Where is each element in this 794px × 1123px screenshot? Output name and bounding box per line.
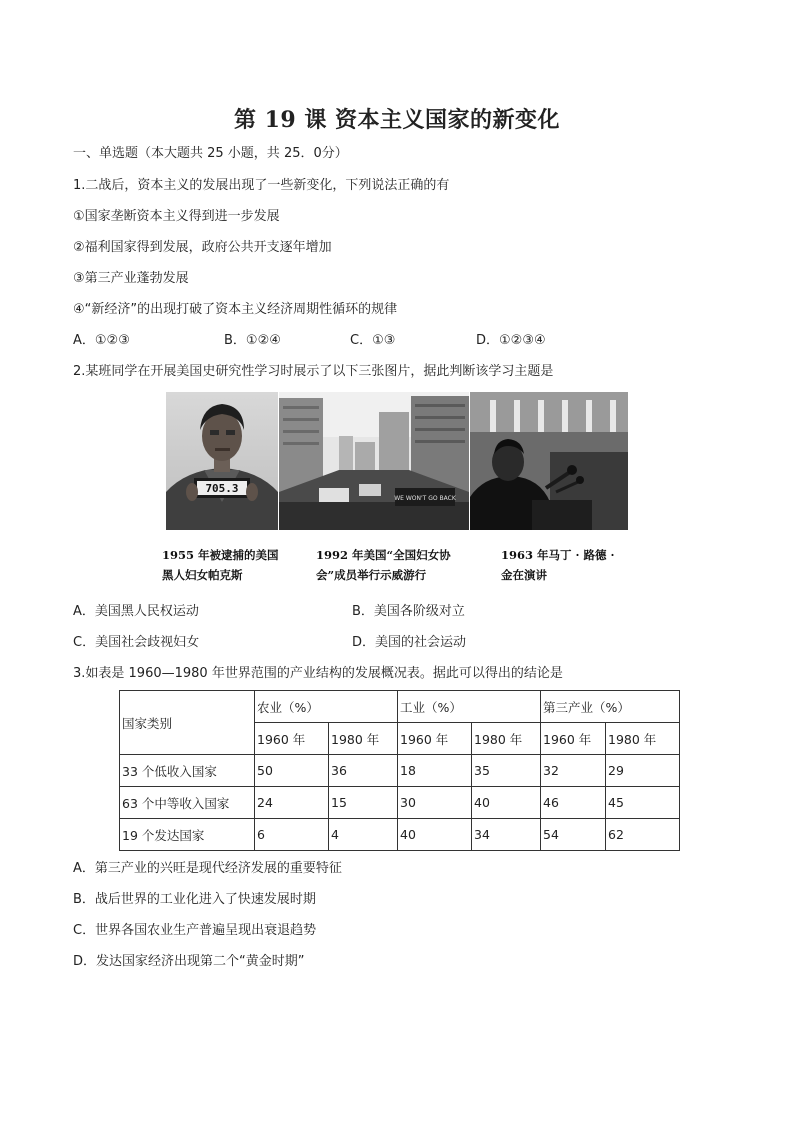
table-cell: 45 bbox=[606, 787, 680, 819]
table-year-cell: 1980 年 bbox=[329, 723, 398, 755]
table-year-cell: 1960 年 bbox=[398, 723, 472, 755]
industry-structure-table bbox=[119, 690, 680, 851]
table-header-row bbox=[120, 691, 680, 723]
table-group-industry: 工业（%） bbox=[398, 691, 541, 723]
table-row bbox=[120, 819, 680, 851]
section-heading: 一、单选题（本大题共 25 小题，共 25．0分） bbox=[73, 146, 348, 161]
q2-photo-strip bbox=[166, 392, 628, 530]
table-row-label: 63 个中等收入国家 bbox=[120, 787, 255, 819]
table-cell: 18 bbox=[398, 755, 472, 787]
table-cell: 40 bbox=[398, 819, 472, 851]
table-cell: 15 bbox=[329, 787, 398, 819]
page-title: 第 19 课 资本主义国家的新变化 bbox=[233, 107, 561, 133]
photo-parks-mugshot bbox=[166, 392, 278, 530]
q3-option-b[interactable]: B．战后世界的工业化进入了快速发展时期 bbox=[73, 892, 316, 907]
table-cell: 4 bbox=[329, 819, 398, 851]
table-cell: 29 bbox=[606, 755, 680, 787]
table-year-cell: 1980 年 bbox=[472, 723, 541, 755]
table-cell: 62 bbox=[606, 819, 680, 851]
table-group-tertiary: 第三产业（%） bbox=[541, 691, 680, 723]
table-cell: 50 bbox=[255, 755, 329, 787]
q2-caption-3: 1963 年马丁 · 路德 · 金在演讲 bbox=[501, 548, 615, 582]
q2-option-d[interactable]: D．美国的社会运动 bbox=[352, 635, 467, 650]
q2-option-c[interactable]: C．美国社会歧视妇女 bbox=[73, 635, 200, 650]
q1-item-2: ②福利国家得到发展，政府公共开支逐年增加 bbox=[73, 240, 332, 255]
table-row bbox=[120, 787, 680, 819]
q1-option-c[interactable]: C．①③ bbox=[350, 333, 396, 348]
q1-item-1: ①国家垄断资本主义得到进一步发展 bbox=[73, 209, 280, 224]
table-row-label: 33 个低收入国家 bbox=[120, 755, 255, 787]
table-cell: 24 bbox=[255, 787, 329, 819]
q1-stem: 1.二战后，资本主义的发展出现了一些新变化，下列说法正确的有 bbox=[73, 178, 450, 193]
table-row-label: 19 个发达国家 bbox=[120, 819, 255, 851]
table-cell: 40 bbox=[472, 787, 541, 819]
photo-mlk-speech bbox=[470, 392, 628, 530]
q3-option-c[interactable]: C．世界各国农业生产普遍呈现出衰退趋势 bbox=[73, 923, 317, 938]
q2-option-a[interactable]: A．美国黑人民权运动 bbox=[73, 604, 199, 619]
q2-caption-2: 1992 年美国“全国妇女协 会”成员举行示威游行 bbox=[316, 548, 451, 582]
table-cell: 54 bbox=[541, 819, 606, 851]
table-cell: 34 bbox=[472, 819, 541, 851]
q2-stem: 2.某班同学在开展美国史研究性学习时展示了以下三张图片，据此判断该学习主题是 bbox=[73, 364, 554, 379]
table-corner-header: 国家类别 bbox=[120, 691, 255, 755]
q1-item-3: ③第三产业蓬勃发展 bbox=[73, 271, 189, 286]
table-year-cell: 1960 年 bbox=[255, 723, 329, 755]
q1-option-a[interactable]: A．①②③ bbox=[73, 333, 130, 348]
q1-option-b[interactable]: B．①②④ bbox=[224, 333, 281, 348]
q2-caption-1: 1955 年被逮捕的美国 黑人妇女帕克斯 bbox=[162, 548, 279, 582]
table-row bbox=[120, 755, 680, 787]
table-group-agriculture: 农业（%） bbox=[255, 691, 398, 723]
table-year-cell: 1980 年 bbox=[606, 723, 680, 755]
table-cell: 36 bbox=[329, 755, 398, 787]
photo-womens-march bbox=[279, 392, 469, 530]
table-year-cell: 1960 年 bbox=[541, 723, 606, 755]
q1-item-4: ④“新经济”的出现打破了资本主义经济周期性循环的规律 bbox=[73, 302, 398, 317]
table-cell: 30 bbox=[398, 787, 472, 819]
q2-option-b[interactable]: B．美国各阶级对立 bbox=[352, 604, 465, 619]
q1-option-d[interactable]: D．①②③④ bbox=[476, 333, 546, 348]
table-cell: 6 bbox=[255, 819, 329, 851]
photo1-placard-number: 705.3 bbox=[205, 482, 239, 495]
q3-option-a[interactable]: A．第三产业的兴旺是现代经济发展的重要特征 bbox=[73, 861, 342, 876]
q3-stem: 3.如表是 1960—1980 年世界范围的产业结构的发展概况表。据此可以得出的结论是 bbox=[73, 666, 563, 681]
photo2-banner-text: WE WON'T GO BACK bbox=[394, 495, 456, 502]
table-cell: 32 bbox=[541, 755, 606, 787]
table-cell: 35 bbox=[472, 755, 541, 787]
q3-option-d[interactable]: D．发达国家经济出现第二个“黄金时期” bbox=[73, 954, 305, 969]
table-cell: 46 bbox=[541, 787, 606, 819]
